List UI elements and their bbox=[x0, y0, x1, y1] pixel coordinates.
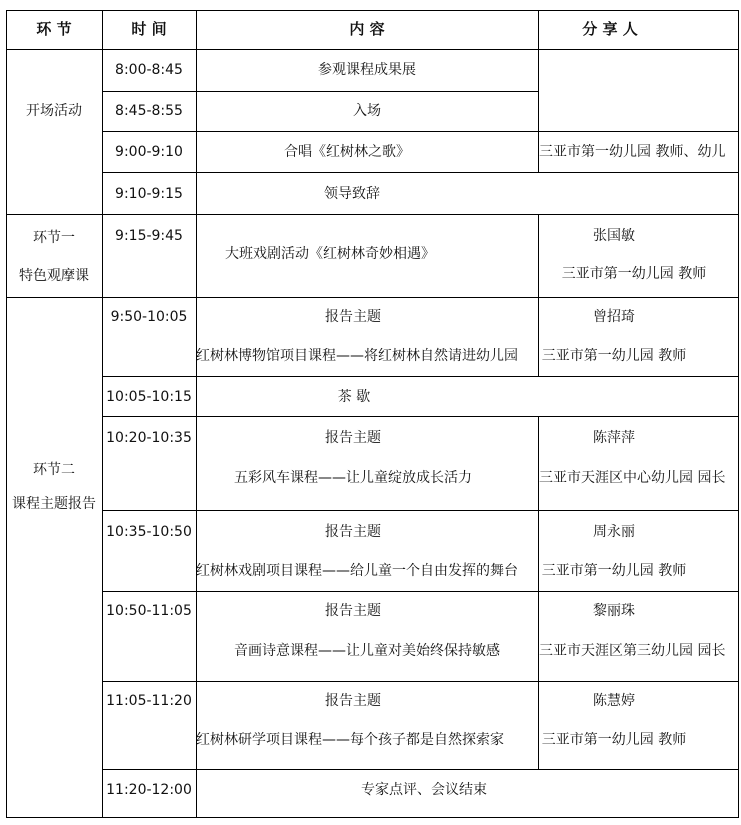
row-content: 大班戏剧活动《红树林奇妙相遇》 bbox=[225, 246, 435, 262]
row-speaker-org: 三亚市第一幼儿园 教师 bbox=[541, 732, 687, 748]
row-time: 10:20-10:35 bbox=[106, 430, 192, 446]
header-section: 环 节 bbox=[36, 20, 72, 38]
row-time: 10:35-10:50 bbox=[106, 524, 192, 540]
table-rule bbox=[538, 416, 539, 769]
table-rule bbox=[196, 10, 197, 818]
row-content: 红树林戏剧项目课程——给儿童一个自由发挥的舞台 bbox=[196, 563, 518, 579]
table-rule bbox=[102, 91, 538, 92]
row-content: 专家点评、会议结束 bbox=[361, 782, 487, 798]
table-rule bbox=[6, 214, 739, 215]
table-rule bbox=[102, 510, 739, 511]
row-speaker: 三亚市第一幼儿园 教师、幼儿 bbox=[539, 144, 726, 160]
table-rule bbox=[6, 817, 739, 818]
row-speaker-name: 陈慧婷 bbox=[593, 693, 635, 709]
table-rule bbox=[102, 591, 739, 592]
header-speaker: 分 享 人 bbox=[582, 20, 638, 38]
row-speaker-name: 张国敏 bbox=[593, 228, 635, 244]
header-time: 时 间 bbox=[131, 20, 167, 38]
row-time: 8:45-8:55 bbox=[115, 103, 183, 119]
row-content: 合唱《红树林之歌》 bbox=[284, 144, 410, 160]
row-topic-label: 报告主题 bbox=[325, 693, 381, 709]
row-speaker-name: 曾招琦 bbox=[593, 309, 635, 325]
row-time: 10:50-11:05 bbox=[106, 603, 192, 619]
table-rule bbox=[102, 416, 739, 417]
table-rule bbox=[102, 769, 739, 770]
table-rule bbox=[738, 10, 739, 818]
row-time: 11:20-12:00 bbox=[106, 782, 192, 798]
section-part2-subtitle: 课程主题报告 bbox=[12, 496, 96, 512]
section-opening: 开场活动 bbox=[26, 103, 82, 119]
row-speaker-org: 三亚市第一幼儿园 教师 bbox=[561, 266, 707, 282]
row-content: 参观课程成果展 bbox=[318, 62, 416, 78]
table-rule bbox=[102, 376, 739, 377]
row-time: 8:00-8:45 bbox=[115, 62, 183, 78]
section-part2-title: 环节二 bbox=[33, 462, 75, 478]
row-content: 音画诗意课程——让儿童对美始终保持敏感 bbox=[234, 643, 500, 659]
row-content: 茶 歇 bbox=[337, 389, 371, 405]
row-content: 五彩风车课程——让儿童绽放成长活力 bbox=[234, 470, 472, 486]
row-time: 9:10-9:15 bbox=[115, 186, 183, 202]
row-speaker-org: 三亚市第一幼儿园 教师 bbox=[541, 563, 687, 579]
row-time: 9:50-10:05 bbox=[110, 309, 188, 325]
section-part1-subtitle: 特色观摩课 bbox=[19, 268, 89, 284]
table-rule bbox=[102, 131, 739, 132]
row-time: 9:15-9:45 bbox=[115, 228, 183, 244]
row-content: 红树林研学项目课程——每个孩子都是自然探索家 bbox=[196, 732, 504, 748]
row-speaker-name: 黎丽珠 bbox=[593, 603, 635, 619]
table-rule bbox=[6, 49, 739, 50]
table-rule bbox=[6, 10, 739, 11]
row-topic-label: 报告主题 bbox=[325, 430, 381, 446]
table-rule bbox=[6, 297, 739, 298]
row-content: 红树林博物馆项目课程——将红树林自然请进幼儿园 bbox=[196, 348, 518, 364]
row-time: 11:05-11:20 bbox=[106, 693, 192, 709]
table-rule bbox=[102, 172, 739, 173]
row-speaker-org: 三亚市天涯区第三幼儿园 园长 bbox=[539, 643, 726, 659]
table-rule bbox=[538, 214, 539, 376]
row-speaker-org: 三亚市天涯区中心幼儿园 园长 bbox=[539, 470, 726, 486]
row-speaker-org: 三亚市第一幼儿园 教师 bbox=[541, 348, 687, 364]
row-time: 10:05-10:15 bbox=[106, 389, 192, 405]
row-speaker-name: 周永丽 bbox=[593, 524, 635, 540]
row-time: 9:00-9:10 bbox=[115, 144, 183, 160]
table-rule bbox=[6, 10, 7, 818]
header-content: 内 容 bbox=[349, 20, 385, 38]
row-content: 入场 bbox=[353, 103, 381, 119]
row-content: 领导致辞 bbox=[324, 186, 380, 202]
row-topic-label: 报告主题 bbox=[325, 524, 381, 540]
row-topic-label: 报告主题 bbox=[325, 603, 381, 619]
row-topic-label: 报告主题 bbox=[325, 309, 381, 325]
section-part1-title: 环节一 bbox=[33, 230, 75, 246]
table-rule bbox=[102, 681, 739, 682]
row-speaker-name: 陈萍萍 bbox=[593, 430, 635, 446]
table-rule bbox=[102, 10, 103, 818]
